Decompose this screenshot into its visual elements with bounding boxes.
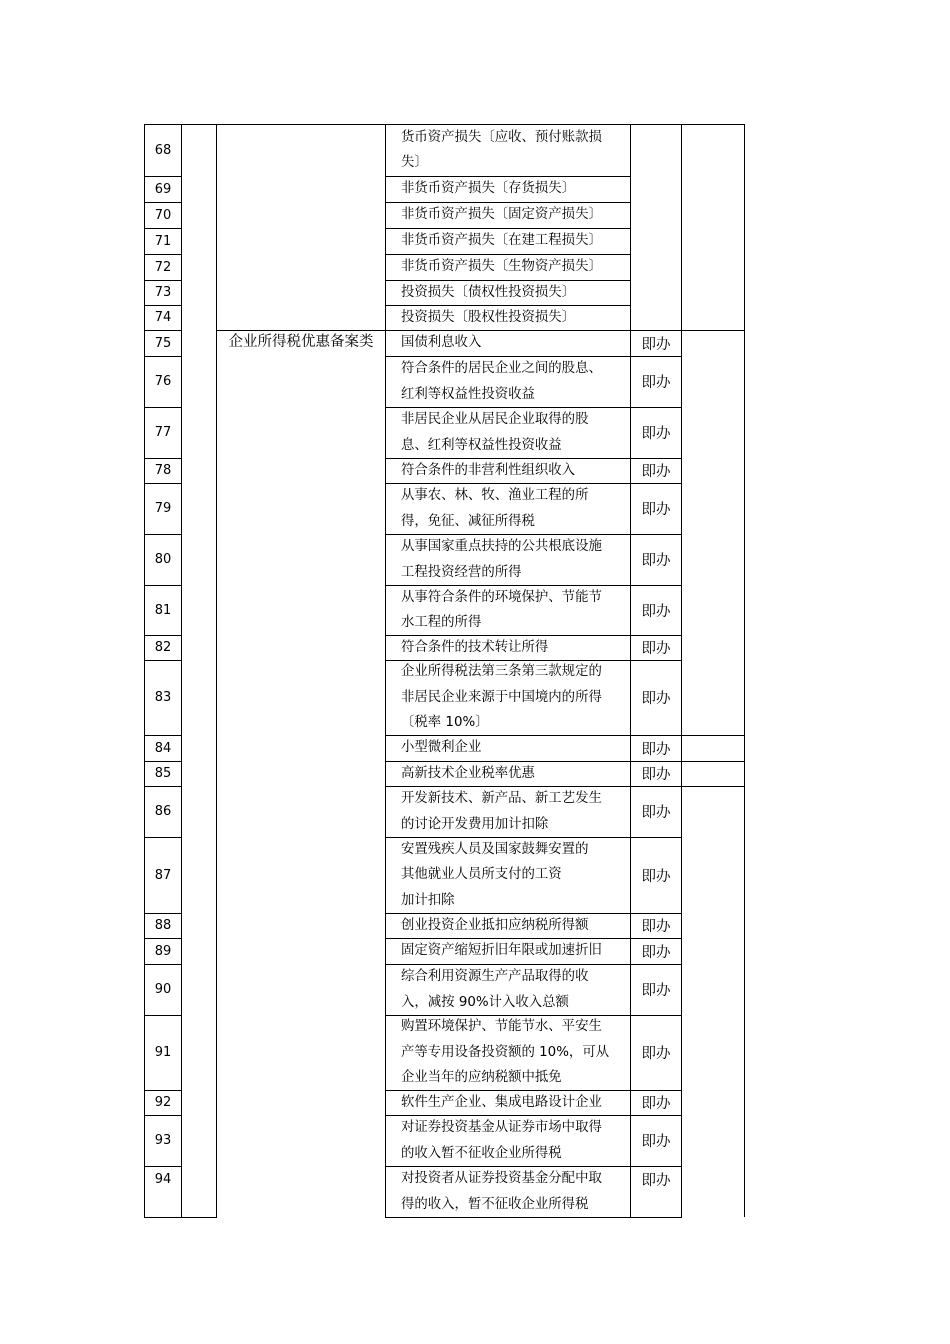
item-name xyxy=(393,735,629,761)
processing-mode: 即办 xyxy=(641,691,671,707)
item-name-line: 其他就业人员所支付的工资 xyxy=(401,867,562,883)
row-number: 78 xyxy=(154,463,172,478)
item-name xyxy=(393,1115,629,1166)
processing-mode: 即办 xyxy=(641,553,671,569)
row-number: 73 xyxy=(154,285,172,300)
item-name-line: 对投资者从证券投资基金分配中取 xyxy=(401,1171,602,1186)
item-name-line: 对证券投资基金从证券市场中取得 xyxy=(401,1120,602,1135)
item-name-line: 从事国家重点扶持的公共根底设施 xyxy=(401,539,602,554)
category-label: 企业所得税优惠备案类 xyxy=(228,334,374,350)
item-name-line: 购置环境保护、节能节水、平安生 xyxy=(401,1019,602,1035)
item-name xyxy=(393,660,629,735)
item-name-line: 失〕 xyxy=(401,155,428,170)
item-name xyxy=(393,913,629,938)
item-name-line: 货币资产损失〔应收、预付账款损 xyxy=(401,129,602,145)
item-name-line: 息、红利等权益性投资收益 xyxy=(401,437,562,453)
item-name-line: 符合条件的非营利性组织收入 xyxy=(401,462,576,478)
item-name-line: 安置残疾人员及国家鼓舞安置的 xyxy=(401,841,589,857)
item-name-line: 综合利用资源生产产品取得的收 xyxy=(401,969,589,984)
item-name-line: 从事农、林、牧、渔业工程的所 xyxy=(401,488,589,503)
item-name-line: 加计扣除 xyxy=(401,892,455,908)
row-number: 86 xyxy=(154,804,172,819)
item-name-line: 红利等权益性投资收益 xyxy=(401,386,535,402)
item-name xyxy=(393,280,629,305)
item-name xyxy=(393,1090,629,1115)
item-name xyxy=(393,458,629,483)
row-number: 91 xyxy=(154,1045,172,1060)
item-name-line: 非货币资产损失〔存货损失〕 xyxy=(401,181,576,197)
item-name-line: 非货币资产损失〔在建工程损失〕 xyxy=(401,233,602,249)
processing-mode: 即办 xyxy=(641,741,671,758)
item-name xyxy=(393,228,629,254)
processing-mode: 即办 xyxy=(641,868,671,885)
item-name-line: 的收入暂不征收企业所得税 xyxy=(401,1145,562,1161)
item-name-line: 非居民企业从居民企业取得的股 xyxy=(401,412,589,427)
row-number: 69 xyxy=(154,181,172,197)
item-name xyxy=(393,534,629,585)
item-name xyxy=(393,635,629,660)
processing-mode: 即办 xyxy=(641,944,671,961)
item-name-line: 〔税率 10%〕 xyxy=(401,715,489,731)
item-name-line: 入，减按 90%计入收入总额 xyxy=(401,994,569,1010)
column-divider xyxy=(385,124,386,1217)
item-name xyxy=(393,330,629,356)
item-name xyxy=(393,305,629,330)
item-name-line: 得的收入，暂不征收企业所得税 xyxy=(401,1196,589,1212)
processing-mode: 即办 xyxy=(641,919,671,935)
item-name xyxy=(393,964,629,1015)
row-number: 90 xyxy=(154,982,172,997)
row-number: 92 xyxy=(154,1095,172,1110)
item-name-line: 工程投资经营的所得 xyxy=(401,564,522,580)
processing-mode: 即办 xyxy=(641,805,671,821)
item-name-line: 创业投资企业抵扣应纳税所得额 xyxy=(401,917,589,933)
item-name-line: 符合条件的居民企业之间的股息、 xyxy=(401,361,602,376)
item-name-line: 非居民企业来源于中国境内的所得 xyxy=(401,689,602,705)
item-name xyxy=(393,407,629,458)
row-divider xyxy=(681,761,745,762)
column-divider xyxy=(216,124,217,1217)
row-number: 77 xyxy=(154,425,172,440)
item-name-line: 投资损失〔股权性投资损失〕 xyxy=(401,309,576,325)
processing-mode: 即办 xyxy=(641,1096,671,1112)
item-name-line: 从事符合条件的环境保护、节能节 xyxy=(401,589,602,605)
row-number: 82 xyxy=(154,640,172,655)
row-number: 85 xyxy=(154,766,172,781)
item-name-line: 国债利息收入 xyxy=(401,335,482,351)
row-number: 76 xyxy=(154,374,172,389)
processing-mode: 即办 xyxy=(641,983,671,999)
row-number: 94 xyxy=(154,1171,172,1187)
row-number: 87 xyxy=(154,867,172,883)
row-number: 88 xyxy=(154,918,172,933)
row-number: 75 xyxy=(154,335,172,351)
row-number: 93 xyxy=(154,1133,172,1148)
item-name xyxy=(393,585,629,635)
row-number: 83 xyxy=(154,690,172,705)
item-name-line: 非货币资产损失〔固定资产损失〕 xyxy=(401,207,602,223)
item-name-line: 非货币资产损失〔生物资产损失〕 xyxy=(401,259,602,275)
row-divider xyxy=(681,786,745,787)
processing-mode: 即办 xyxy=(641,641,671,657)
processing-mode: 即办 xyxy=(641,426,671,442)
item-name-line: 软件生产企业、集成电路设计企业 xyxy=(401,1094,602,1110)
row-divider xyxy=(681,330,745,331)
item-name-line: 产等专用设备投资额的 10%，可从 xyxy=(401,1044,610,1060)
row-number: 72 xyxy=(154,259,172,275)
processing-mode: 即办 xyxy=(641,1172,671,1189)
row-number: 68 xyxy=(154,142,172,158)
row-number: 79 xyxy=(154,501,172,516)
processing-mode: 即办 xyxy=(641,375,671,391)
item-name xyxy=(393,938,629,964)
processing-mode: 即办 xyxy=(641,464,671,480)
item-name-line: 企业所得税法第三条第三款规定的 xyxy=(401,664,602,680)
row-number: 70 xyxy=(154,207,172,223)
item-name xyxy=(393,1015,629,1090)
item-name-line: 小型微利企业 xyxy=(401,740,482,756)
processing-mode: 即办 xyxy=(641,336,671,353)
item-name-line: 固定资产缩短折旧年限或加速折旧 xyxy=(401,943,602,959)
item-name xyxy=(393,761,629,786)
item-name-line: 水工程的所得 xyxy=(401,615,482,630)
row-number: 74 xyxy=(154,310,172,325)
item-name xyxy=(393,254,629,280)
item-name-line: 投资损失〔债权性投资损失〕 xyxy=(401,284,576,300)
row-number: 71 xyxy=(154,233,172,249)
item-name-line: 得，免征、减征所得税 xyxy=(401,513,535,529)
row-number: 84 xyxy=(154,740,172,756)
row-divider xyxy=(681,735,745,736)
item-name xyxy=(393,1166,629,1217)
row-number: 80 xyxy=(154,552,172,567)
item-name-line: 的讨论开发费用加计扣除 xyxy=(401,816,549,832)
item-name-line: 企业当年的应纳税额中抵免 xyxy=(401,1070,562,1086)
column-divider xyxy=(744,124,745,1217)
tax-items-table xyxy=(144,124,745,1217)
processing-mode: 即办 xyxy=(641,502,671,518)
item-name-line: 高新技术企业税率优惠 xyxy=(401,765,535,781)
processing-mode: 即办 xyxy=(641,1046,671,1062)
processing-mode: 即办 xyxy=(641,767,671,783)
item-name xyxy=(393,483,629,534)
item-name xyxy=(393,202,629,228)
item-name xyxy=(393,786,629,837)
processing-mode: 即办 xyxy=(641,603,671,620)
processing-mode: 即办 xyxy=(641,1134,671,1150)
item-name-line: 开发新技术、新产品、新工艺发生 xyxy=(401,791,602,806)
item-name xyxy=(393,176,629,202)
row-divider xyxy=(385,1217,682,1218)
item-name xyxy=(393,124,629,176)
column-divider xyxy=(681,124,682,1217)
row-divider xyxy=(216,330,386,331)
item-name xyxy=(393,837,629,913)
item-name-line: 符合条件的技术转让所得 xyxy=(401,639,549,655)
item-name xyxy=(393,356,629,407)
row-divider xyxy=(144,1217,217,1218)
row-number: 89 xyxy=(154,943,172,959)
row-number: 81 xyxy=(154,602,172,618)
